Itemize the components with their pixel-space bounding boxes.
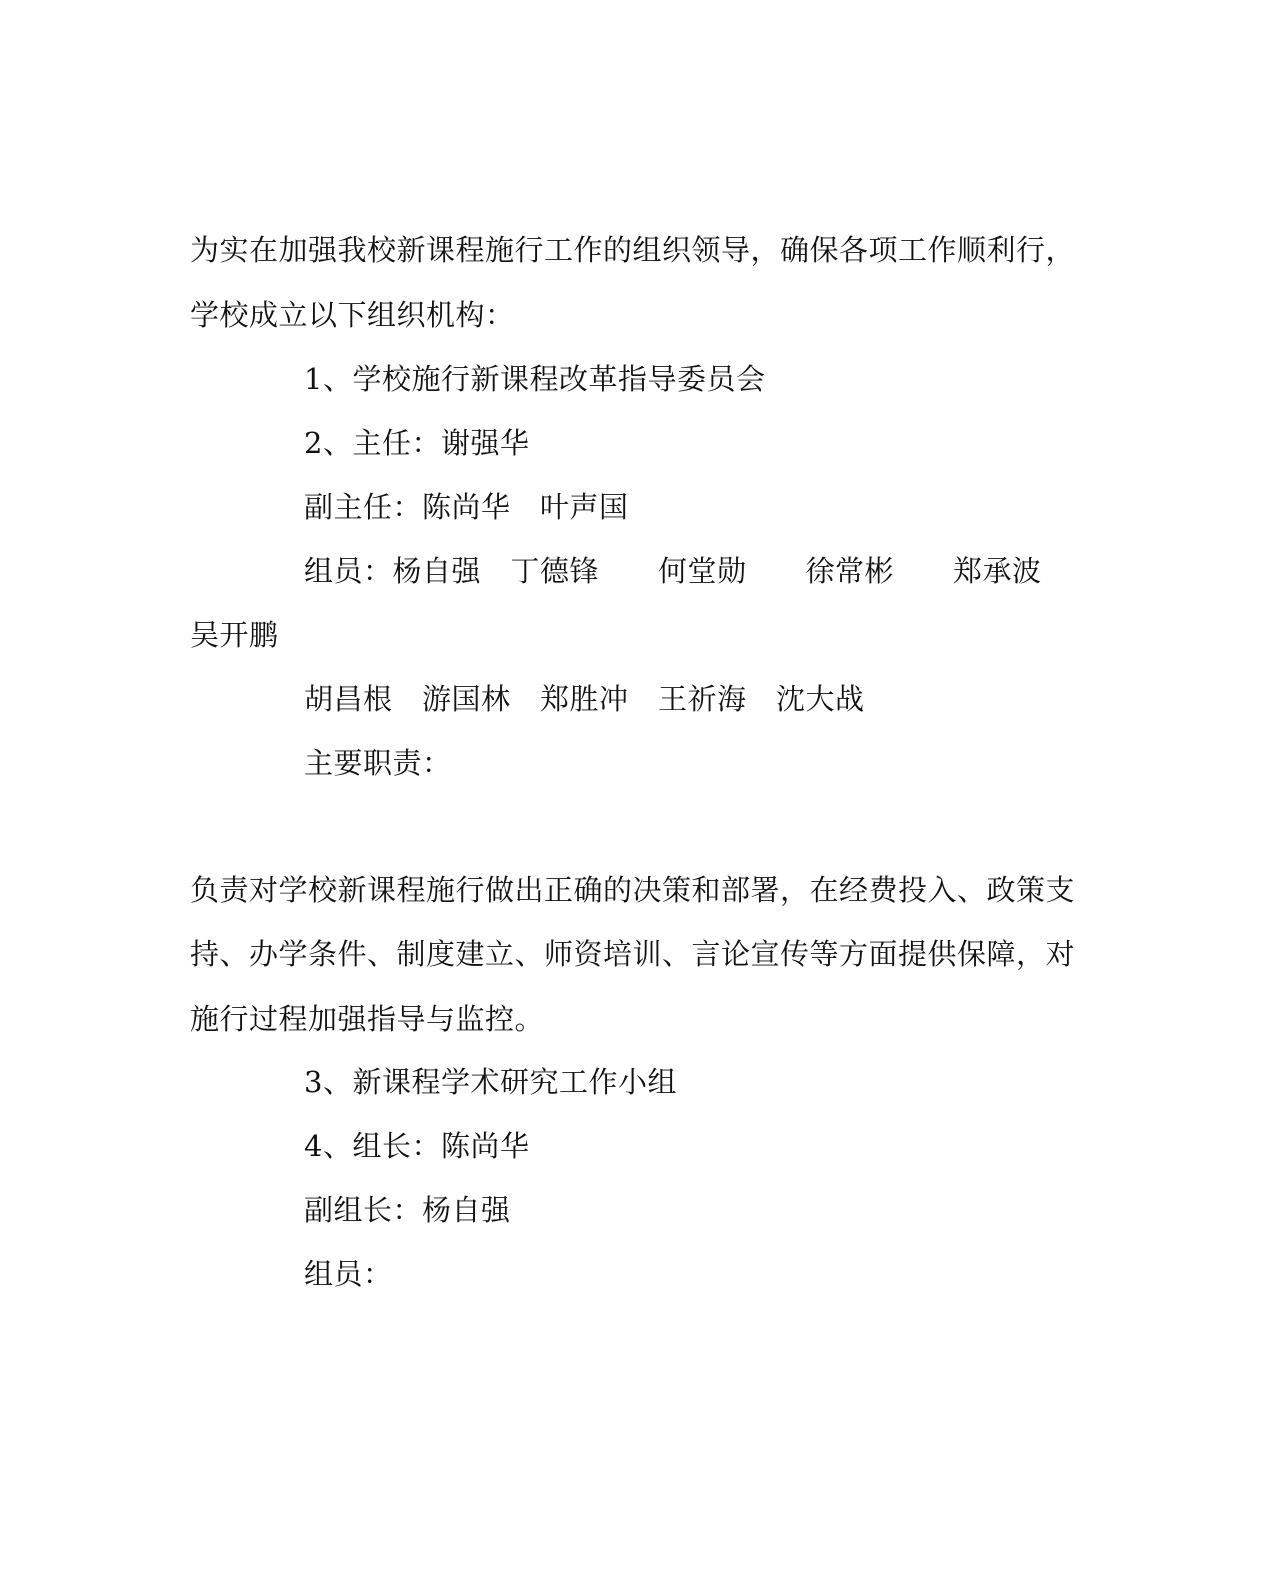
members-line: 组员：杨自强 丁德锋 何堂勋 徐常彬 郑承波 — [304, 554, 1042, 588]
vice-leader-line: 副组长：杨自强 — [304, 1193, 511, 1227]
duties-paragraph-line: 负责对学校新课程施行做出正确的决策和部署，在经费投入、政策支 — [190, 873, 1076, 907]
vice-director-line: 副主任：陈尚华 叶声国 — [304, 490, 629, 524]
duties-paragraph-line: 持、办学条件、制度建立、师资培训、言论宣传等方面提供保障，对 — [190, 937, 1076, 971]
members-heading: 组员： — [304, 1257, 393, 1291]
list-item-research-group: 3、新课程学术研究工作小组 — [304, 1065, 677, 1099]
intro-paragraph-line: 学校成立以下组织机构： — [190, 298, 515, 332]
members-line: 吴开鹏 — [190, 618, 279, 652]
intro-paragraph-line: 为实在加强我校新课程施行工作的组织领导，确保各项工作顺利行， — [190, 233, 1076, 267]
duties-paragraph-line: 施行过程加强指导与监控。 — [190, 1002, 545, 1036]
list-item-group-leader: 4、组长：陈尚华 — [304, 1129, 530, 1163]
list-item-committee: 1、学校施行新课程改革指导委员会 — [304, 362, 766, 396]
members-line: 胡昌根 游国林 郑胜冲 王祈海 沈大战 — [304, 682, 865, 716]
list-item-director: 2、主任：谢强华 — [304, 426, 530, 460]
duties-heading: 主要职责： — [304, 746, 452, 780]
